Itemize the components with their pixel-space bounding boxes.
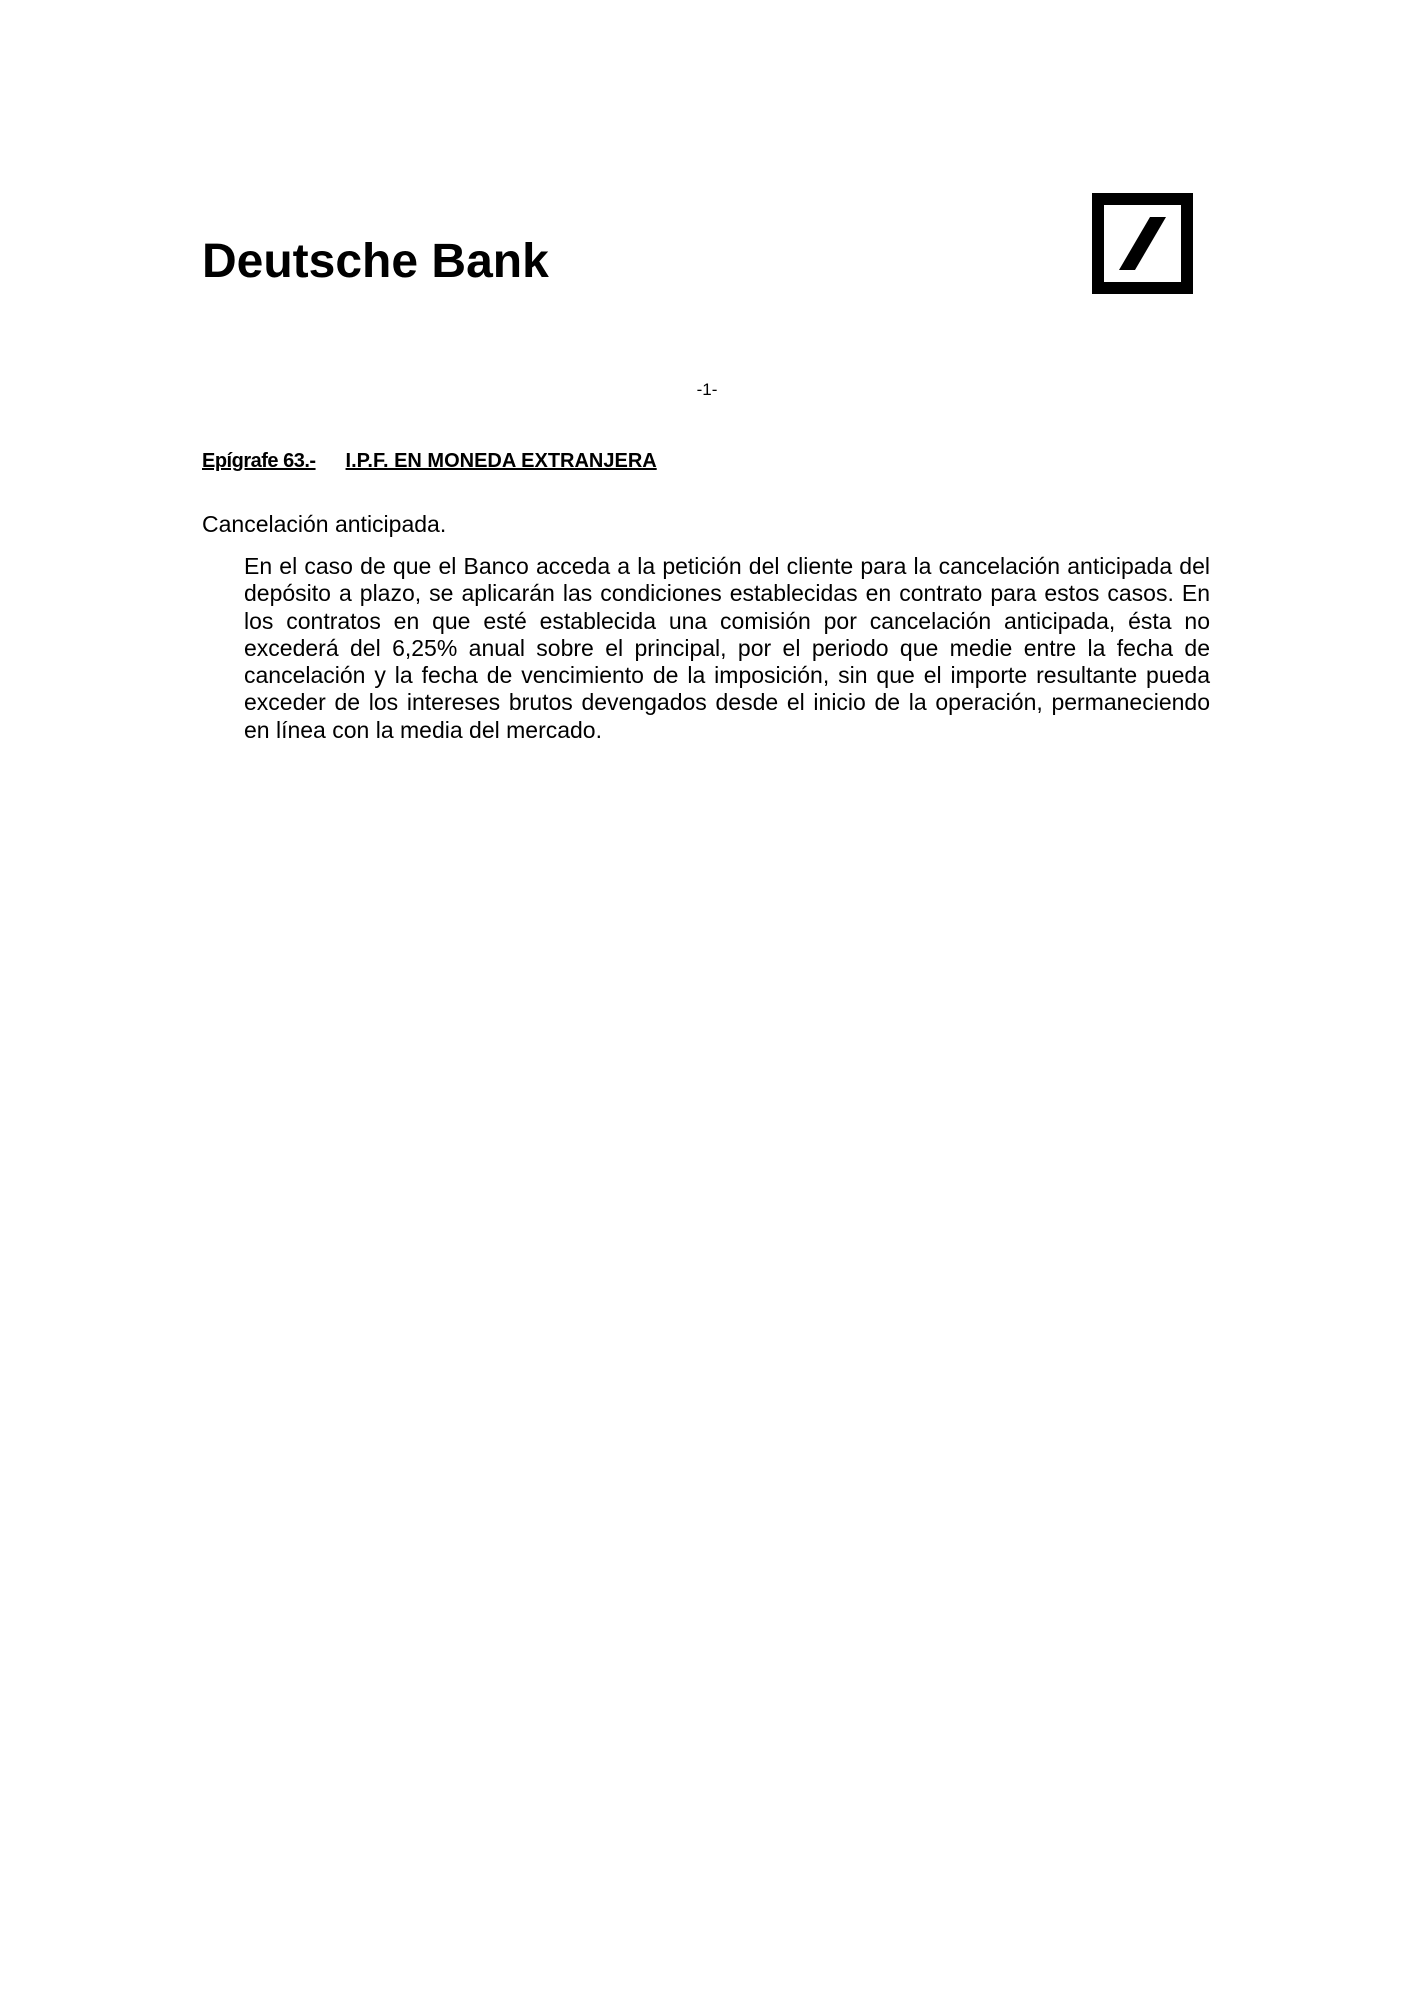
epigraph-label: Epígrafe 63.- <box>202 450 316 472</box>
section-title: I.P.F. EN MONEDA EXTRANJERA <box>345 450 657 472</box>
brand-name: Deutsche Bank <box>202 235 549 288</box>
deutsche-bank-logo-icon <box>1092 193 1193 294</box>
section-heading <box>202 451 657 471</box>
subheading: Cancelación anticipada. <box>202 511 447 537</box>
body-paragraph: En el caso de que el Banco acceda a la petición del cliente para la cancelación anticipada del depósito a plazo, se aplicarán las condiciones establecidas en contrato para estos casos. En los contratos en que esté establecida una comisión por cancelación anticipada, ésta no excederá del 6,25% anual sobre el principal, por el periodo que medie entre la fecha de cancelación y la fecha de vencimiento de la imposición, sin que el importe resultante pueda exceder de los intereses brutos devengados desde el inicio de la operación, permaneciendo en línea con la media del mercado. <box>244 553 1210 743</box>
page-number: -1- <box>696 380 718 399</box>
